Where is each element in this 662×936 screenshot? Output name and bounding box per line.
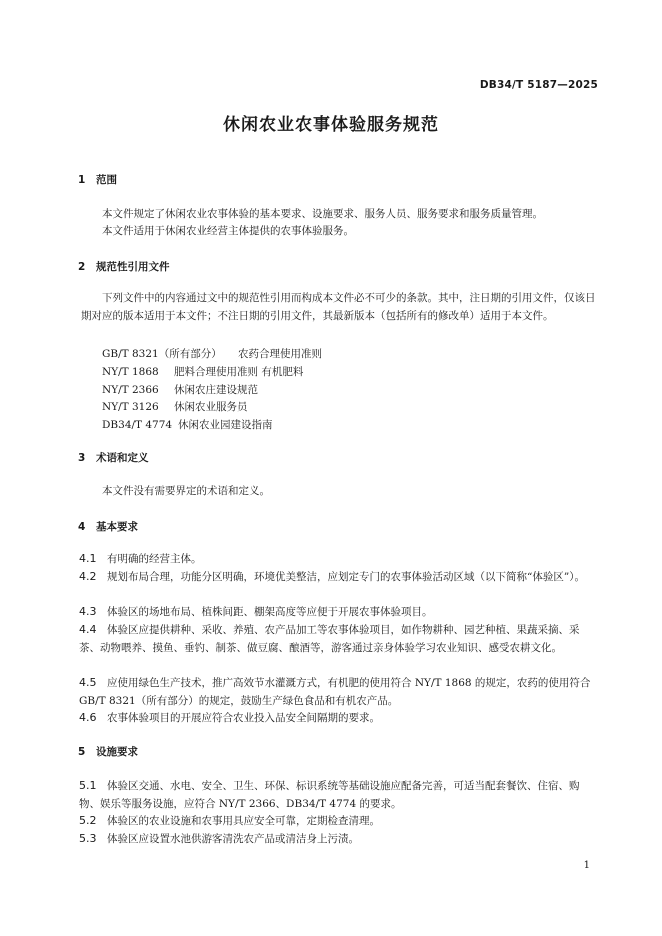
reference-item [102, 399, 248, 414]
reference-name: 休闲农业服务员 [174, 401, 248, 413]
reference-name: 休闲农庄建设规范 [174, 384, 258, 396]
section-title: 规范性引用文件 [96, 261, 170, 273]
clause-number: 5.3 [79, 832, 97, 845]
section-number: 3 [78, 452, 86, 464]
section-number: 1 [78, 174, 86, 186]
section-1-heading [78, 172, 117, 187]
page-number: 1 [583, 860, 590, 871]
clause-number: 4.3 [79, 605, 97, 618]
reference-item [102, 417, 273, 432]
reference-item [102, 364, 303, 379]
clause-number: 4.1 [79, 552, 97, 565]
reference-name: 农药合理使用准则 [238, 348, 322, 360]
section-4-heading [78, 519, 138, 534]
section-title: 范围 [96, 174, 117, 186]
reference-code: NY/T 1868 [102, 366, 159, 378]
paragraph: 本文件适用于休闲农业经营主体提供的农事体验服务。 [102, 225, 354, 237]
clause-text: 体验区应设置水池供游客清洗农产品或清洁身上污渍。 [107, 833, 359, 845]
clause-text: 体验区的农业设施和农事用具应安全可靠，定期检查清理。 [107, 815, 380, 827]
clause-number: 4.2 [79, 570, 97, 583]
section-number: 5 [78, 746, 86, 758]
document-title: 休闲农业农事体验服务规范 [223, 115, 439, 135]
section-title: 基本要求 [96, 521, 138, 533]
reference-code: GB/T 8321（所有部分） [102, 348, 222, 360]
clause-text: 规划布局合理，功能分区明确，环境优美整洁，应划定专门的农事体验活动区域（以下简称“体验区”）。 [107, 571, 585, 583]
section-3-heading [78, 450, 149, 465]
clause-text: 体验区交通、水电、安全、卫生、环保、标识系统等基础设施应配备完善，可适当配套餐饮、住宿、购物、娱乐等服务设施，应符合 NY/T 2366、DB34/T 4774 的要求。 [79, 780, 580, 810]
section-2-heading [78, 259, 170, 274]
clause [79, 777, 599, 813]
clause [79, 709, 380, 727]
reference-name: 肥料合理使用准则 有机肥料 [174, 366, 304, 378]
reference-item [102, 346, 322, 361]
clause [79, 830, 359, 848]
clause-number: 5.1 [79, 779, 97, 792]
section-number: 2 [78, 261, 86, 273]
section-title: 设施要求 [96, 746, 138, 758]
clause-text: 有明确的经营主体。 [107, 553, 202, 565]
clause-number: 5.2 [79, 814, 97, 827]
clause [79, 603, 433, 621]
clause [79, 812, 380, 830]
clause-number: 4.6 [79, 711, 97, 724]
clause-number: 4.5 [79, 676, 97, 689]
reference-code: DB34/T 4774 [102, 419, 173, 431]
reference-code: NY/T 2366 [102, 384, 159, 396]
clause [79, 674, 599, 710]
clause [79, 568, 599, 586]
section-title: 术语和定义 [96, 452, 149, 464]
clause-text: 农事体验项目的开展应符合农业投入品安全间隔期的要求。 [107, 712, 380, 724]
reference-item [102, 382, 258, 397]
clause-text: 应使用绿色生产技术，推广高效节水灌溉方式，有机肥的使用符合 NY/T 1868 的规定，农药的使用符合 GB/T 8321（所有部分）的规定，鼓励生产绿色食品和有机农产品。 [79, 677, 591, 707]
paragraph: 下列文件中的内容通过文中的规范性引用而构成本文件必不可少的条款。其中，注日期的引用文件，仅该日期对应的版本适用于本文件；不注日期的引用文件，其最新版本（包括所有的修改单）适用于本文件。 [81, 292, 596, 322]
clause [79, 550, 202, 568]
paragraph: 本文件没有需要界定的术语和定义。 [102, 485, 270, 497]
section-5-heading [78, 744, 138, 759]
reference-name: 休闲农业园建设指南 [178, 419, 273, 431]
clause-text: 体验区的场地布局、植株间距、棚架高度等应便于开展农事体验项目。 [107, 606, 433, 618]
clause [79, 621, 599, 657]
clause-number: 4.4 [79, 623, 97, 636]
standard-number: DB34/T 5187—2025 [479, 79, 598, 91]
reference-code: NY/T 3126 [102, 401, 159, 413]
paragraph: 本文件规定了休闲农业农事体验的基本要求、设施要求、服务人员、服务要求和服务质量管理。 [102, 208, 543, 220]
clause-text: 体验区应提供耕种、采收、养殖、农产品加工等农事体验项目，如作物耕种、园艺种植、果蔬采摘、采茶、动物喂养、摸鱼、垂钓、制茶、做豆腐、酿酒等，游客通过亲身体验学习农业知识、感受农耕文化。 [79, 624, 580, 654]
section-number: 4 [78, 521, 86, 533]
